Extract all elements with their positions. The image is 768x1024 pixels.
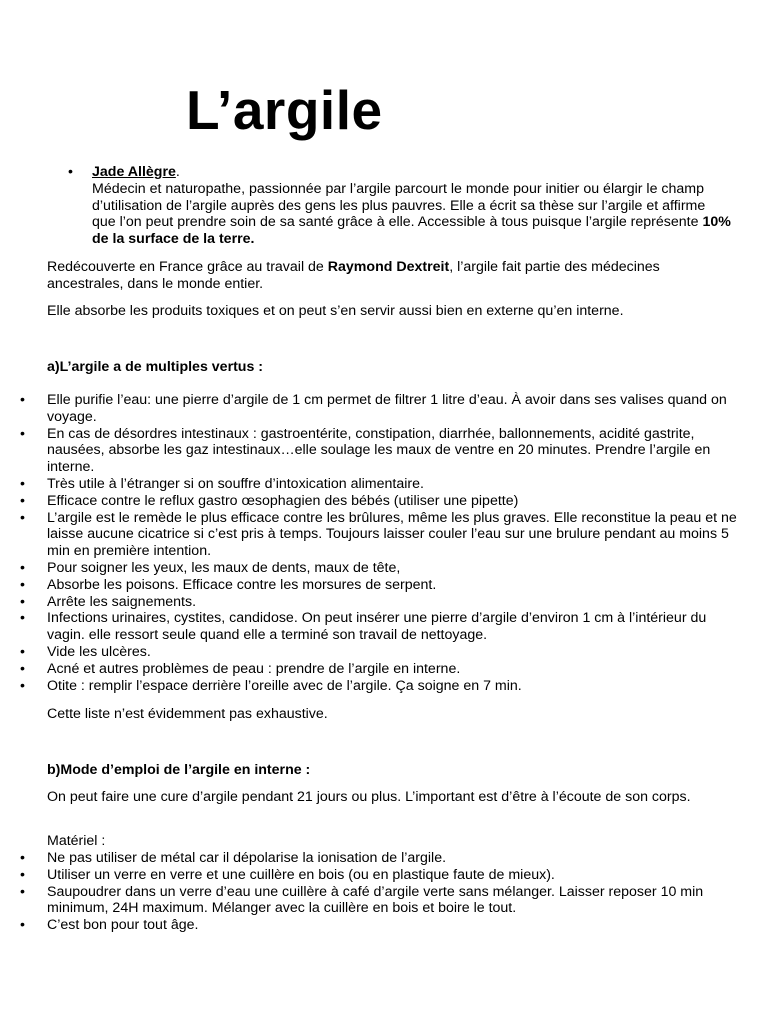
intro-paragraph-2: Elle absorbe les produits toxiques et on peut s’en servir aussi bien en externe qu’en interne. — [47, 303, 624, 319]
list-item-text: Elle purifie l’eau: une pierre d’argile de 1 cm permet de filtrer 1 litre d’eau. À avoir dans ses valises quand on voyage. — [47, 392, 727, 425]
list-item — [0, 577, 740, 594]
bullet-icon: • — [20, 660, 25, 677]
list-item-text: Efficace contre le reflux gastro œsophagien des bébés (utiliser une pipette) — [47, 492, 519, 509]
list-item-text: L’argile est le remède le plus efficace contre les brûlures, même les plus graves. Elle reconstitue la peau et ne laisse aucune cicatrice si c’est pris à temps. Toujours laisser couler l’eau sur une brulure pendant au moins 5 min en première intention. — [47, 509, 737, 560]
bullet-icon: • — [20, 883, 25, 900]
list-item-text: Acné et autres problèmes de peau : prendre de l’argile en interne. — [47, 660, 461, 677]
intro-p1-post: , l’argile fait partie des médecines ancestrales, dans le monde entier. — [47, 259, 660, 292]
bullet-icon: • — [20, 509, 25, 526]
section-b-list — [0, 850, 740, 934]
list-item-text: Très utile à l’étranger si on souffre d’intoxication alimentaire. — [47, 475, 424, 492]
list-item-text: Saupoudrer dans un verre d’eau une cuillère à café d’argile verte sans mélanger. Laisser reposer 10 min minimum, 24H maximum. Mélanger avec la cuillère en bois et boire le tout. — [47, 883, 704, 917]
list-item — [0, 884, 740, 918]
bullet-icon: • — [20, 917, 25, 934]
author-bullet: • — [68, 164, 73, 180]
bullet-icon: • — [20, 610, 25, 627]
author-name-suffix: . — [175, 164, 180, 180]
section-a-closing: Cette liste n’est évidemment pas exhaustive. — [47, 706, 328, 722]
section-b-heading: b)Mode d’emploi de l’argile en interne : — [47, 762, 311, 778]
list-item — [0, 476, 740, 493]
list-item-text: Otite : remplir l’espace derrière l’oreille avec de l’argile. Ça soigne en 7 min. — [47, 677, 522, 694]
page-title: L’argile — [186, 79, 383, 141]
list-item-text: Pour soigner les yeux, les maux de dents, maux de tête, — [47, 559, 401, 576]
bullet-icon: • — [20, 425, 25, 442]
list-item-text: Absorbe les poisons. Efficace contre les morsures de serpent. — [47, 576, 437, 593]
list-item — [0, 560, 740, 577]
section-b-intro: On peut faire une cure d’argile pendant 21 jours ou plus. L’important est d’être à l’écoute de son corps. — [47, 789, 691, 805]
list-item — [0, 917, 740, 934]
bullet-icon: • — [20, 559, 25, 576]
list-item — [0, 594, 740, 611]
list-item-text: Utiliser un verre en verre et une cuillère en bois (ou en plastique faute de mieux). — [47, 866, 555, 883]
bullet-icon: • — [20, 866, 25, 883]
bullet-icon: • — [20, 475, 25, 492]
list-item — [0, 392, 740, 426]
list-item-text: Vide les ulcères. — [47, 643, 151, 660]
bullet-icon: • — [20, 593, 25, 610]
author-block — [92, 164, 732, 248]
list-item — [0, 867, 740, 884]
author-bio-text: Médecin et naturopathe, passionnée par l’argile parcourt le monde pour initier ou élargir le champ d’utilisation de l’argile auprès des gens les plus pauvres. Elle a écrit sa thèse sur l’argile et affirme que l’on peut prendre soin de sa santé grâce à elle. Accessible à tous puisque l’argile représente — [92, 180, 706, 231]
author-name: Jade Allègre — [92, 164, 176, 180]
author-bio — [92, 181, 732, 248]
intro-p1-bold: Raymond Dextreit — [327, 259, 450, 275]
bullet-icon: • — [20, 576, 25, 593]
list-item-text: Arrête les saignements. — [47, 593, 197, 610]
bullet-icon: • — [20, 392, 25, 408]
author-line — [92, 164, 732, 181]
materiel-label: Matériel : — [47, 833, 106, 849]
list-item-text: C’est bon pour tout âge. — [47, 917, 199, 934]
intro-p1-pre: Redécouverte en France grâce au travail de — [47, 259, 328, 275]
list-item-text: En cas de désordres intestinaux : gastroentérite, constipation, diarrhée, ballonnements, acidité gastrite, nausées, absorbe les gaz intestinaux…elle soulage les maux de ventre en 20 minutes. Prendre l’argile en interne. — [47, 425, 711, 476]
bullet-icon: • — [20, 850, 25, 866]
list-item-text: Infections urinaires, cystites, candidose. On peut insérer une pierre d’argile d’environ 1 cm à l’intérieur du vagin. elle ressort seule quand elle a terminé son travail de nettoyage. — [47, 610, 707, 644]
author-bio-bold: 10% de la surface de la terre. — [92, 214, 731, 248]
list-item — [0, 510, 740, 560]
list-item — [0, 678, 740, 695]
bullet-icon: • — [20, 643, 25, 660]
list-item — [0, 850, 740, 867]
section-a-list — [0, 392, 740, 694]
list-item — [0, 426, 740, 476]
list-item — [0, 661, 740, 678]
bullet-icon: • — [20, 492, 25, 509]
list-item — [0, 493, 740, 510]
list-item — [0, 610, 740, 644]
list-item — [0, 644, 740, 661]
section-a-heading: a)L’argile a de multiples vertus : — [47, 359, 264, 375]
intro-paragraph-1 — [47, 259, 737, 293]
bullet-icon: • — [20, 677, 25, 694]
list-item-text: Ne pas utiliser de métal car il dépolarise la ionisation de l’argile. — [47, 850, 447, 866]
